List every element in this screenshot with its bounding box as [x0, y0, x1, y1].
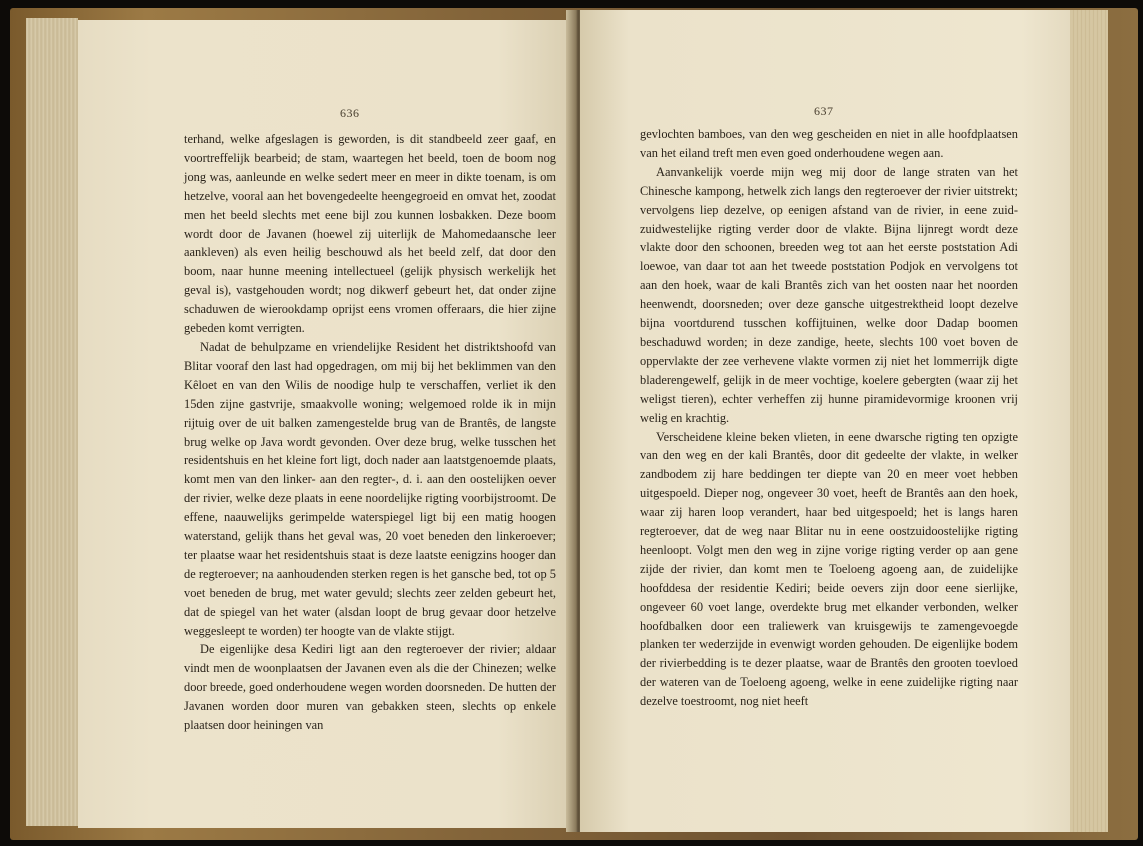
page-number: 637 [814, 104, 834, 118]
paragraph: Aanvankelijk voerde mijn weg mij door de lange straten van het Chinesche kampong, hetwelk zich langs den regteroever der rivier uitstrekt; vervolgens liep dezelve, op eenigen afstand van de rivier, in eene zuid-zuidwestelijke rigting verder door de vlakte. Bijna lijnregt wordt deze vlakte door den schoonen, breeden weg tot aan het eerste poststation Adi loewoe, van daar tot aan het tweede poststation Podjok en vervolgens tot aan den hoek, waar de kali Brantês zich van het oosten naar het noorden heenwendt, doorsneden; over deze gansche uitgestrektheid loopt dezelve bijna voortdurend tusschen koffijtuinen, welke door Dadap boomen beschaduwd worden; in deze zandige, heete, slechts 100 voet boven de oppervlakte der zee verhevene vlakte vormen zij niet het lommerrijk digte bladerengewelf, gelijk in de meer vochtige, koelere gebergten (waar zij het weligst tieren), echter verheffen zij hunne piramidevormige kroonen vrij welig en krachtig. [640, 164, 1018, 425]
page-text [184, 130, 556, 735]
page-edges-right [1068, 10, 1108, 832]
page-number: 636 [340, 106, 360, 120]
page-edges-left [26, 18, 78, 826]
right-page [580, 10, 1070, 832]
paragraph: Nadat de behulpzame en vriendelijke Resident het distriktshoofd van Blitar vooraf den last had opgedragen, om mij bij het beklimmen van den Kêloet en van den Wilis de noodige hulp te verschaffen, verliet ik den 15den zijne gastvrije, smaakvolle woning; welgemoed rolde ik in mijn rijtuig over de uit balken zamengestelde brug van de Brantês, de langste brug welke op Java wordt gevonden. Over deze brug, welke tusschen het residentshuis en het kleine fort ligt, doch nader aan laatstgenoemde plaats, komt men van den linker- aan den regter-, d. i. aan den oostelijken oever der rivier, welke deze plaats in eene noordelijke rigting voorbijstroomt. De effene, naauwelijks gerimpelde waterspiegel ligt bij een matig hoogen waterstand, gelijk thans het geval was, 20 voet beneden den linkeroever; ter plaatse waar het residentshuis staat is deze laatste eenigzins hooger dan de regteroever; na aanhoudenden sterken regen is het gansche bed, tot op 5 voet beneden de brug, met water gevuld; slechts zeer zelden gebeurt het, dat de spiegel van het water (alsdan loopt de brug gevaar door hetzelve weggesleept te worden) ter hoogte van de vlakte stijgt. [184, 339, 556, 638]
paragraph: terhand, welke afgeslagen is geworden, is dit standbeeld zeer gaaf, en voortreffelijk bearbeid; de stam, waartegen het beeld, toen de boom nog jong was, aanleunde en welke sedert meer en meer in dikte toenam, is om hetzelve, vooral aan het bovengedeelte heengegroeid en omvat het, zoodat men het beeld slechts met eene bijl zou kunnen losbakken. Deze boom wordt door de Javanen (hoewel zij uiterlijk de Mahomedaansche leer aankleven) als even heilig beschouwd als het beeld zelf, dat door den boom, naar hunne meening intellectueel (gelijk physisch werkelijk het geval is), vastgehouden wordt; nog dikwerf gebeurt het, dat onder zijne schaduwen de wierookdamp oprijst eens vromen offeraars, die hier zijne gebeden komt verrigten. [184, 132, 556, 336]
paragraph: Verscheidene kleine beken vlieten, in eene dwarsche rigting ten opzigte van den weg en der kali Brantês, door dit gedeelte der vlakte, in welker zandbodem zij hare beddingen ter diepte van 20 en meer voet hebben uitgespoeld. Dieper nog, ongeveer 30 voet, heeft de Brantês aan den hoek, waar zij haren loop verandert, haar bed uitgespoeld; het is langs haren regteroever, dat de weg naar Blitar nu in eene oostzuidoostelijke rigting heenloopt. Volgt men den weg in zijne vorige rigting verder op aan gene zijde der rivier, dan komt men te Toeloeng agoeng aan, de zuidelijke hoofddesa der residentie Kediri; beide oevers zijn door eene sierlijke, ongeveer 60 voet lange, overdekte brug met elkander verbonden, welker hoofdbalken door een traliewerk van kruisgewijs te zamengevoegde planken ter wederzijde in evenwigt worden gehouden. De eigenlijke bodem der rivierbedding is te dezer plaatse, waar de Brantês den grooten toevloed der wateren van de Toeloeng agoeng, welke in eene zuidelijke rigting naar dezelve toestroomt, nog niet heeft [640, 429, 1018, 709]
paragraph: gevlochten bamboes, van den weg gescheiden en niet in alle hoofdplaatsen van het eiland treft men even goed onderhoudene wegen aan. [640, 127, 1018, 160]
page-text [640, 125, 1018, 711]
paragraph: De eigenlijke desa Kediri ligt aan den regteroever der rivier; aldaar vindt men de woonplaatsen der Javanen even als die der Chinezen; welke door breede, goed onderhoudene wegen worden doorsneden. De hutten der Javanen worden door muren van gebakken steen, slechts op enkele plaatsen door heiningen van [184, 642, 556, 733]
left-page [78, 20, 572, 828]
